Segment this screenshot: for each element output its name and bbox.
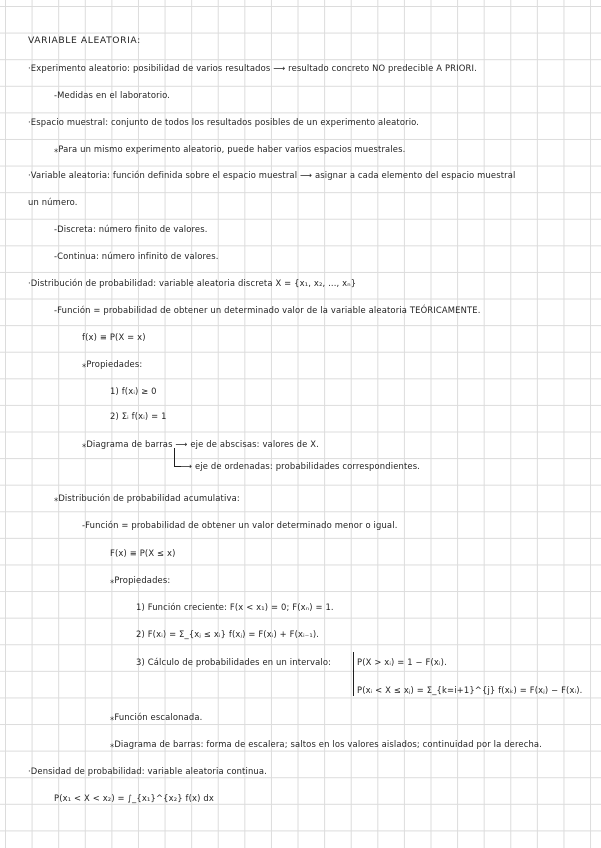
note-line: ⟶ eje de ordenadas: probabilidades correspondientes. [180,461,421,471]
note-line: ⁎Propiedades: [82,359,143,369]
note-line: 1) f(xᵢ) ≥ 0 [110,386,157,396]
note-line: P(xᵢ < X ≤ xⱼ) = Σ_{k=i+1}^{j} f(xₖ) = F(xⱼ) − F(xᵢ). [357,685,583,695]
note-line: ⁎Función escalonada. [110,712,203,722]
note-line: f(x) ≡ P(X = x) [82,332,146,342]
note-line: ·Experimento aleatorio: posibilidad de varios resultados ⟶ resultado concreto NO predecible A PRIORI. [28,63,477,73]
note-line: 2) Σᵢ f(xᵢ) = 1 [110,411,167,421]
note-line: P(X > xᵢ) = 1 − F(xᵢ). [357,657,447,667]
note-line: -Medidas en el laboratorio. [54,90,171,100]
note-line: -Continua: número infinito de valores. [54,251,219,261]
note-line: -Función = probabilidad de obtener un determinado valor de la variable aleatoria TEÓRICAMENTE. [54,305,481,315]
note-line: ⁎Para un mismo experimento aleatorio, puede haber varios espacios muestrales. [54,144,406,154]
note-line: ⁎Diagrama de barras: forma de escalera; saltos en los valores aislados; continuidad por la derecha. [110,739,542,749]
note-line: ·Variable aleatoria: función definida sobre el espacio muestral ⟶ asignar a cada elemento del espacio muestral [28,170,516,180]
note-line: -Discreta: número finito de valores. [54,224,208,234]
note-line: 3) Cálculo de probabilidades en un intervalo: [136,657,332,667]
interval-divider [353,652,354,696]
note-line: P(x₁ < X < x₂) = ∫_{x₁}^{x₂} f(x) dx [54,793,214,803]
note-line: un número. [28,197,78,207]
note-line: 1) Función creciente: F(x < x₁) = 0; F(xₙ) = 1. [136,602,334,612]
note-line: ·Espacio muestral: conjunto de todos los resultados posibles de un experimento aleatorio. [28,117,420,127]
note-line: ⁎Propiedades: [110,575,171,585]
note-line: ⁎Distribución de probabilidad acumulativa: [54,493,240,503]
note-line: ·Distribución de probabilidad: variable aleatoria discreta X = {x₁, x₂, ..., xₙ} [28,278,357,288]
note-line: F(x) ≡ P(X ≤ x) [110,548,176,558]
note-line: ⁎Diagrama de barras ⟶ eje de abscisas: valores de X. [82,439,319,449]
note-line: ·Densidad de probabilidad: variable aleatoria continua. [28,766,267,776]
note-line: -Función = probabilidad de obtener un valor determinado menor o igual. [82,520,398,530]
note-title: VARIABLE ALEATORIA: [28,35,141,46]
note-line: 2) F(xᵢ) = Σ_{xⱼ ≤ xᵢ} f(xⱼ) = F(xᵢ) + F(xᵢ₋₁). [136,629,320,639]
